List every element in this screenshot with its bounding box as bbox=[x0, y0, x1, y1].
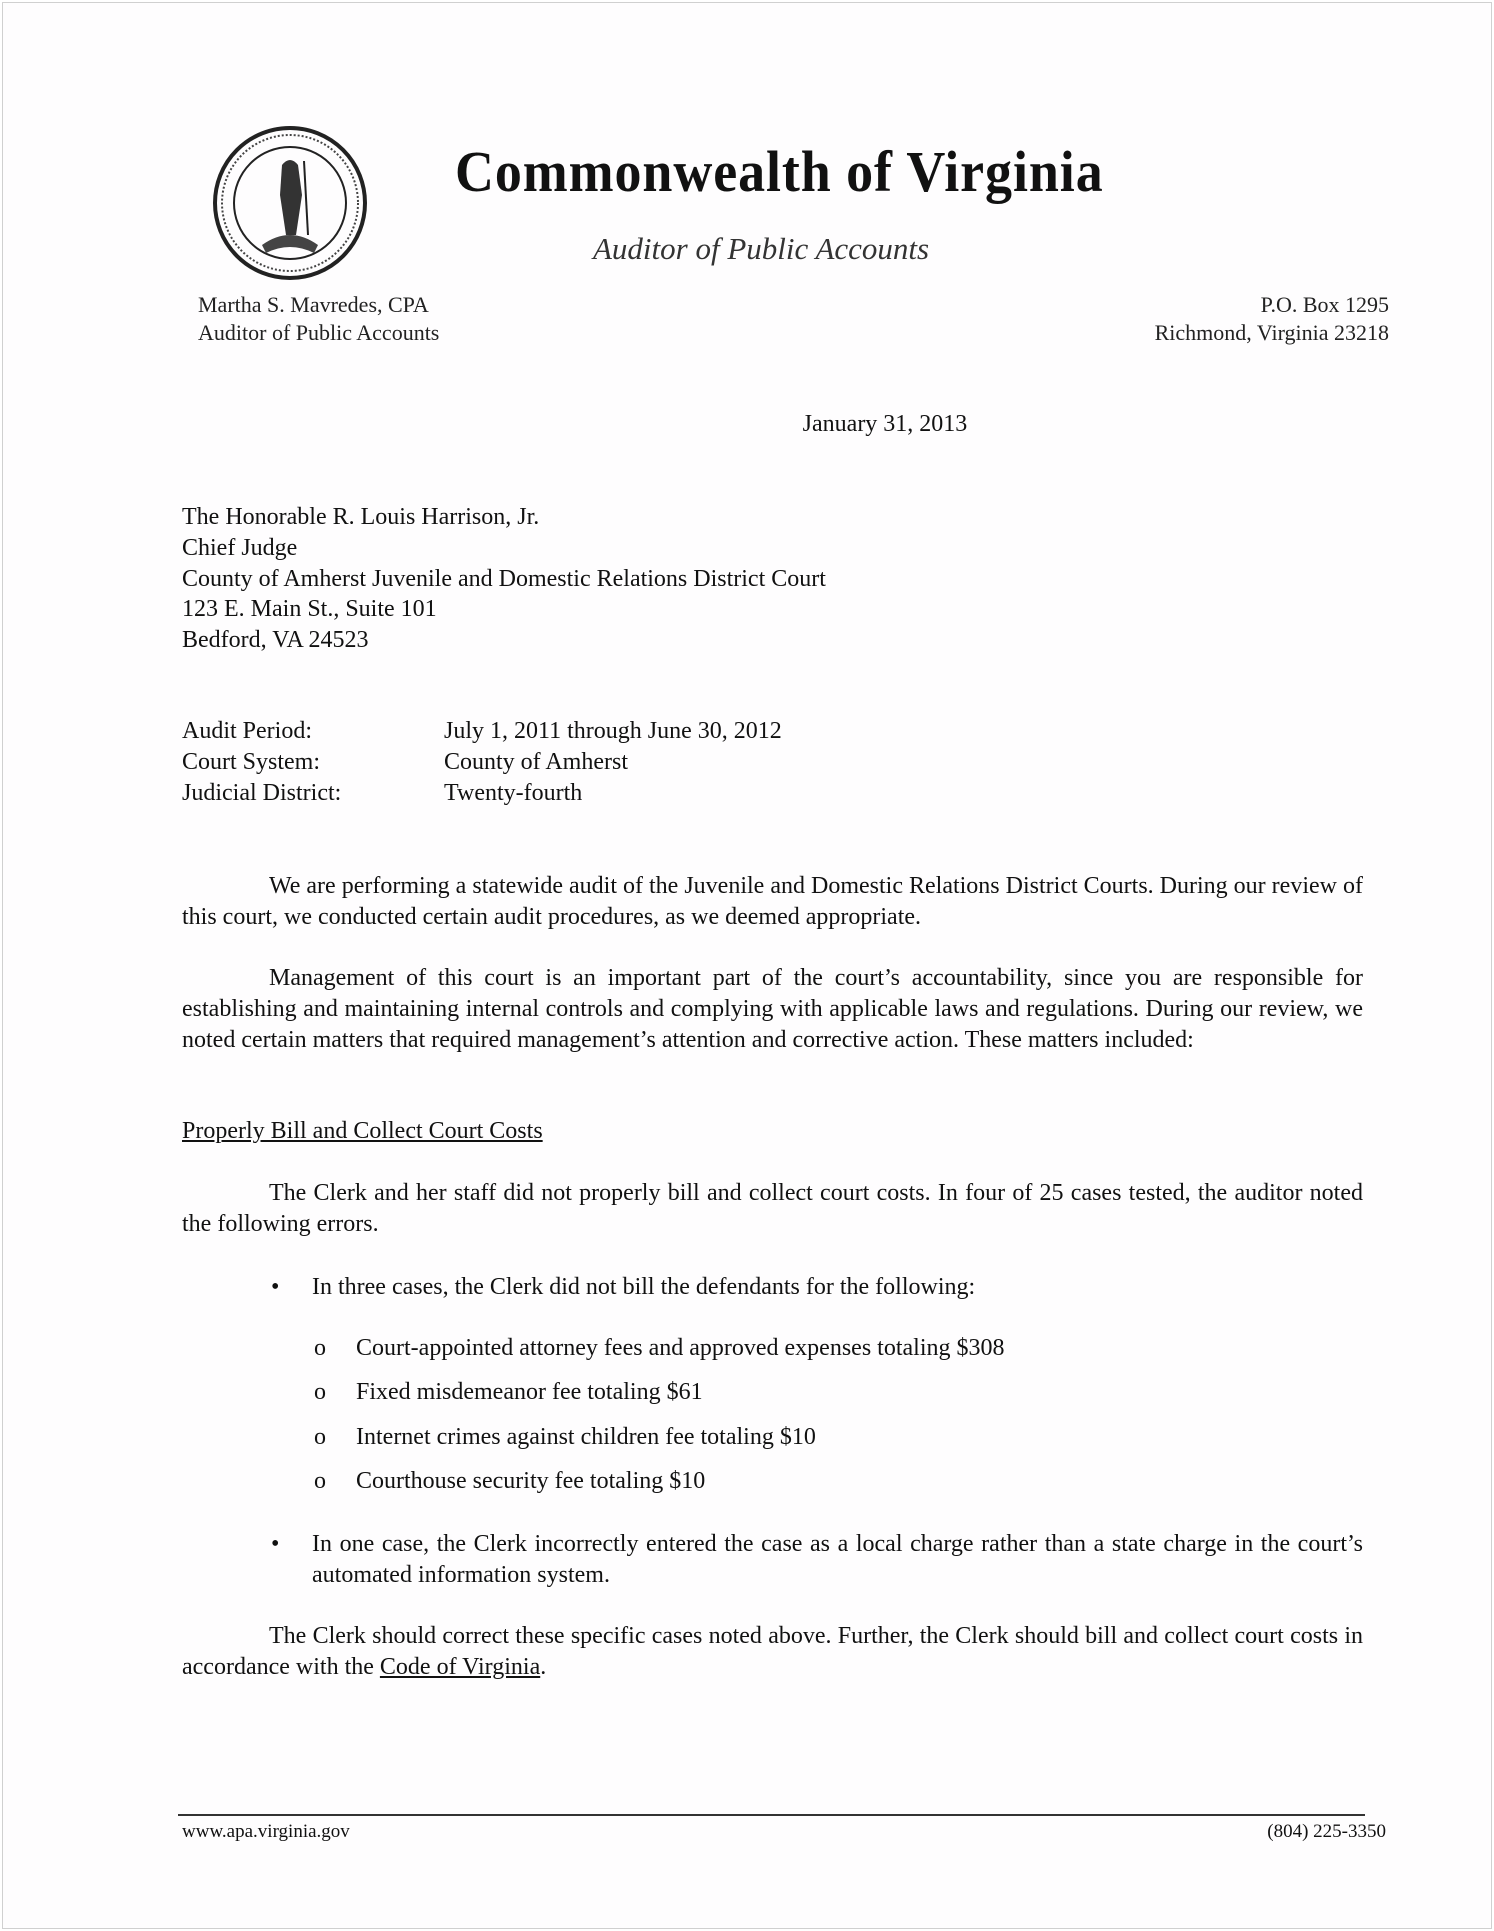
city-state: Richmond, Virginia 23218 bbox=[1154, 320, 1389, 345]
auditor-info bbox=[198, 291, 439, 347]
sub-item-text: Internet crimes against children fee totaling $10 bbox=[356, 1423, 816, 1450]
circle-bullet-icon: o bbox=[314, 1379, 326, 1406]
circle-bullet-icon: o bbox=[314, 1468, 326, 1495]
audit-label: Judicial District: bbox=[182, 779, 342, 806]
sub-list-item bbox=[314, 1377, 1004, 1421]
sub-item-text: Court-appointed attorney fees and approved expenses totaling $308 bbox=[356, 1335, 1005, 1361]
audit-info-row bbox=[182, 716, 782, 747]
mailing-address bbox=[1155, 291, 1389, 347]
paragraph-findings: The Clerk and her staff did not properly bill and collect court costs. In four of 25 cases tested, the auditor noted the following errors. bbox=[182, 1180, 1363, 1237]
code-of-virginia-reference: Code of Virginia bbox=[379, 1653, 541, 1680]
bullet-item bbox=[271, 1529, 1363, 1591]
recommendation-text: The Clerk should correct these specific cases noted above. Further, the Clerk should bill and collect court costs in accordance with the bbox=[182, 1623, 1363, 1680]
paragraph-recommendation bbox=[182, 1621, 1363, 1683]
po-box: P.O. Box 1295 bbox=[1260, 292, 1389, 317]
paragraph-management: Management of this court is an important part of the court’s accountability, since you are responsible for establishing and maintaining internal controls and complying with applicable laws and regulations. During our review, we noted certain matters that required management’s attention and corrective action. These matters included: bbox=[182, 965, 1363, 1053]
audit-info bbox=[182, 716, 782, 808]
sub-list-item bbox=[314, 1466, 1004, 1510]
audit-info-row bbox=[182, 747, 782, 778]
paragraph-intro: We are performing a statewide audit of the Juvenile and Domestic Relations District Courts. During our review of this court, we conducted certain audit procedures, as we deemed appropriate. bbox=[182, 873, 1363, 930]
footer-phone: (804) 225-3350 bbox=[1267, 1821, 1386, 1842]
sub-list-item bbox=[314, 1422, 1004, 1466]
letterhead-title: Commonwealth of Virginia bbox=[455, 139, 1104, 204]
audit-value: July 1, 2011 through June 30, 2012 bbox=[444, 718, 782, 744]
audit-info-row bbox=[182, 778, 782, 809]
sub-list-item bbox=[314, 1333, 1004, 1377]
letterhead-subtitle: Auditor of Public Accounts bbox=[593, 231, 930, 266]
footer-divider bbox=[178, 1814, 1365, 1816]
bullet-item bbox=[271, 1272, 1363, 1303]
audit-value: Twenty-fourth bbox=[444, 779, 583, 806]
address-line: The Honorable R. Louis Harrison, Jr. bbox=[182, 504, 540, 530]
audit-label: Court System: bbox=[182, 748, 321, 775]
circle-bullet-icon: o bbox=[314, 1423, 326, 1450]
letter-date: January 31, 2013 bbox=[802, 411, 968, 437]
bullet-text: In one case, the Clerk incorrectly entered the case as a local charge rather than a state charge in the court’s automated information system. bbox=[312, 1531, 1363, 1588]
auditor-title: Auditor of Public Accounts bbox=[198, 320, 440, 345]
virginia-seal-logo bbox=[212, 125, 368, 281]
sub-list bbox=[314, 1333, 1004, 1511]
footer-website: www.apa.virginia.gov bbox=[182, 1821, 350, 1842]
letter-page bbox=[2, 2, 1492, 1929]
address-line: 123 E. Main St., Suite 101 bbox=[182, 596, 437, 623]
audit-label: Audit Period: bbox=[182, 718, 312, 744]
address-line: County of Amherst Juvenile and Domestic Relations District Court bbox=[182, 565, 826, 592]
sub-item-text: Courthouse security fee totaling $10 bbox=[356, 1468, 706, 1495]
audit-value: County of Amherst bbox=[444, 748, 628, 775]
section-heading: Properly Bill and Collect Court Costs bbox=[182, 1118, 543, 1144]
recommendation-end: . bbox=[540, 1653, 547, 1680]
address-line: Bedford, VA 24523 bbox=[182, 627, 369, 654]
bullet-icon: • bbox=[271, 1531, 280, 1557]
circle-bullet-icon: o bbox=[314, 1335, 326, 1361]
auditor-name: Martha S. Mavredes, CPA bbox=[198, 292, 429, 317]
bullet-text: In three cases, the Clerk did not bill the defendants for the following: bbox=[312, 1274, 976, 1300]
sub-item-text: Fixed misdemeanor fee totaling $61 bbox=[356, 1379, 703, 1406]
recipient-address bbox=[182, 502, 826, 656]
bullet-icon: • bbox=[271, 1274, 280, 1300]
address-line: Chief Judge bbox=[182, 534, 298, 561]
